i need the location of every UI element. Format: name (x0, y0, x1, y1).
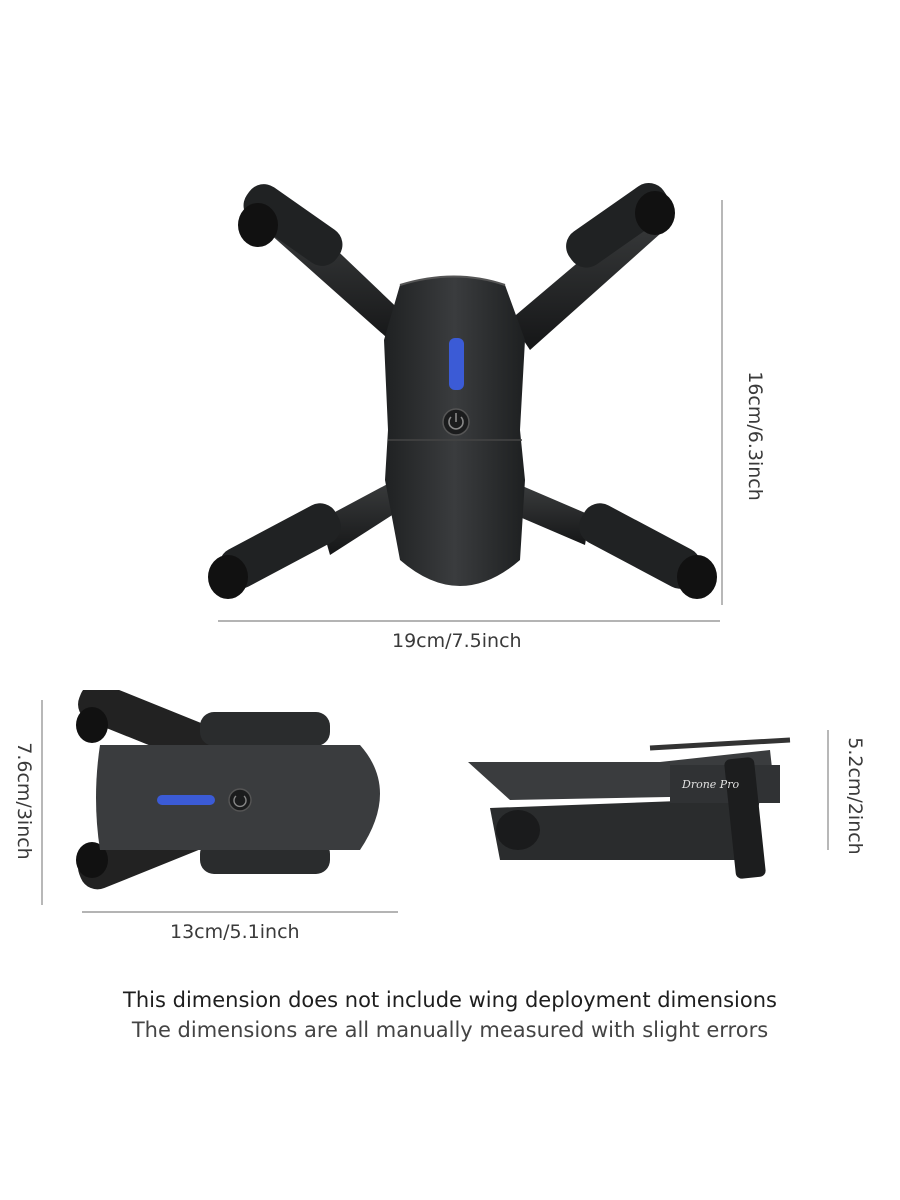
note-wing-deployment: This dimension does not include wing deployment dimensions (123, 988, 777, 1012)
side-body (468, 740, 790, 879)
top-width-label: 19cm/7.5inch (392, 630, 522, 652)
arm-top-right (510, 176, 676, 350)
arm-top-left (236, 177, 410, 345)
folded-length-label: 13cm/5.1inch (170, 921, 300, 943)
folded-drone-side-image (450, 690, 900, 960)
status-led (449, 338, 464, 390)
side-branding: Drone Pro (682, 778, 740, 791)
arm-bottom-right (515, 485, 717, 599)
folded-power-button-icon (229, 789, 251, 811)
folded-width-label: 7.6cm/3inch (13, 742, 35, 860)
folded-drone-side-view (450, 690, 900, 960)
power-button-icon (443, 409, 469, 435)
note-manual-measurement: The dimensions are all manually measured with slight errors (131, 1018, 769, 1042)
arm-bottom-left (208, 480, 400, 599)
folded-height-label: 5.2cm/2inch (844, 737, 866, 855)
top-height-label: 16cm/6.3inch (744, 371, 766, 501)
folded-status-led (157, 795, 215, 805)
folded-drone-top-image (0, 690, 450, 960)
folded-drone-top-view (0, 690, 450, 960)
